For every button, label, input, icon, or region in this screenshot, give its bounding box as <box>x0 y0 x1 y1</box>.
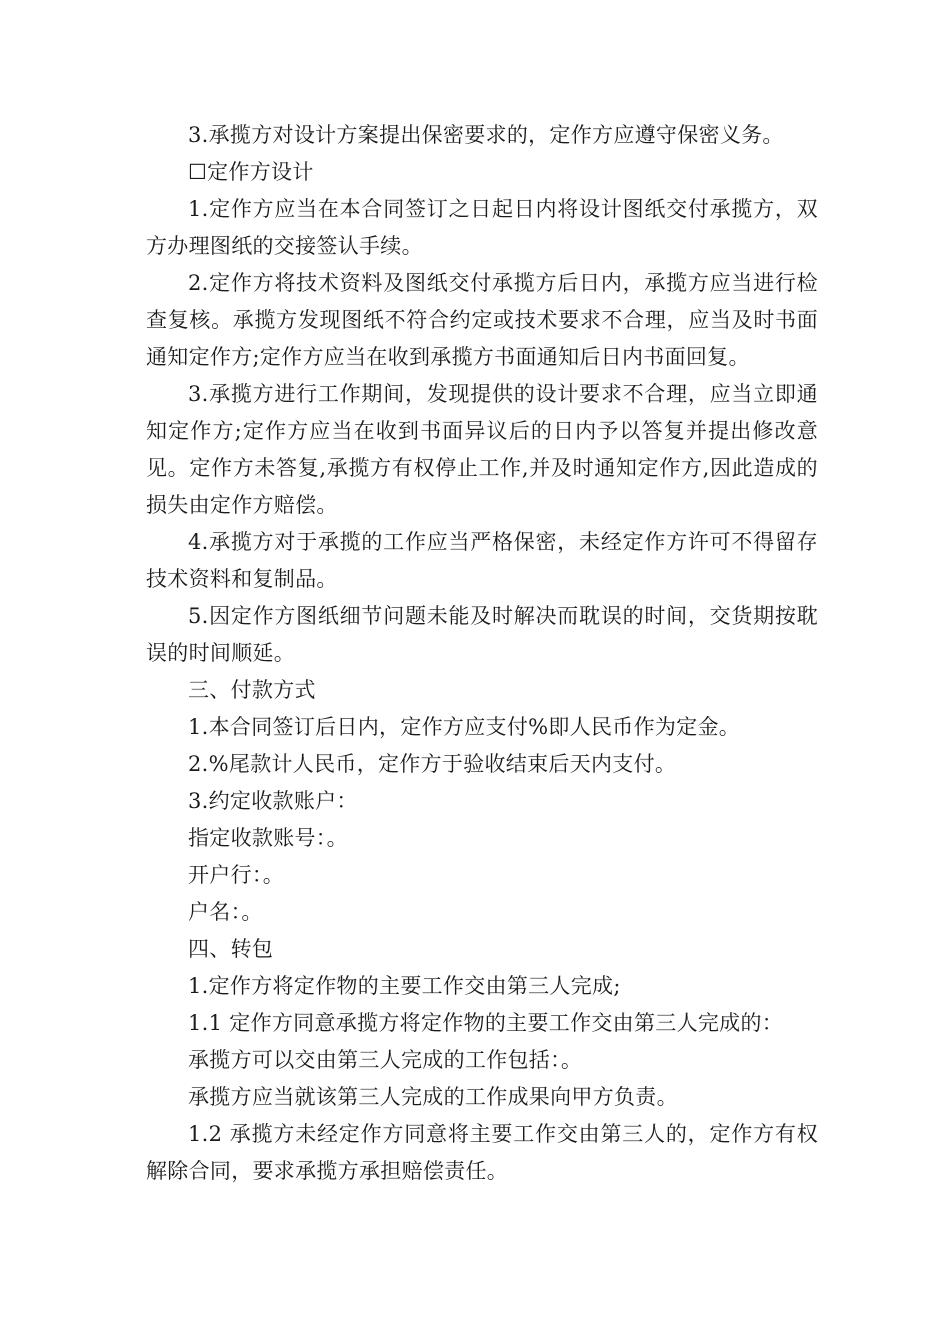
field-account-number: 指定收款账号：。 <box>188 826 348 850</box>
clause-deposit: 1.本合同签订后日内，定作方应支付%即人民币作为定金。 <box>188 715 741 739</box>
section-subcontract: 四、转包 <box>188 937 274 961</box>
clause-responsibility: 承揽方应当就该第三人完成的工作成果向甲方负责。 <box>188 1085 678 1109</box>
clause-review-check: 2.定作方将技术资料及图纸交付承揽方后日内，承揽方应当进行检查复核。承揽方发现图纸不符合约定或技术要求不合理，应当及时书面通知定作方;定作方应当在收到承揽方书面通知后日内书面回复。 <box>146 271 818 369</box>
section-payment: 三、付款方式 <box>188 678 316 702</box>
clause-third-party: 1.定作方将定作物的主要工作交由第三人完成; <box>188 974 621 998</box>
document-body <box>146 117 818 1190</box>
clause-delay-extension: 5.因定作方图纸细节问题未能及时解决而耽误的时间，交货期按耽误的时间顺延。 <box>146 604 818 665</box>
clause-termination: 1.2 承揽方未经定作方同意将主要工作交由第三人的，定作方有权解除合同，要求承揽方承担赔偿责任。 <box>146 1122 818 1183</box>
clause-design-objection: 3.承揽方进行工作期间，发现提供的设计要求不合理，应当立即通知定作方;定作方应当在收到书面异议后的日内予以答复并提出修改意见。定作方未答复,承揽方有权停止工作,并及时通知定作方,因此造成的损失由定作方赔偿。 <box>146 382 818 517</box>
clause-scope: 承揽方可以交由第三人完成的工作包括：。 <box>188 1048 583 1072</box>
clause-secrecy: 4.承揽方对于承揽的工作应当严格保密，未经定作方许可不得留存技术资料和复制品。 <box>146 530 818 591</box>
clause-balance: 2.%尾款计人民币，定作方于验收结束后天内支付。 <box>188 752 677 776</box>
field-bank: 开户行：。 <box>188 863 284 887</box>
field-account-name: 户名：。 <box>188 900 263 924</box>
clause-consent: 1.1 定作方同意承揽方将定作物的主要工作交由第三人完成的： <box>188 1011 784 1035</box>
section-owner-design: ☐定作方设计 <box>188 160 314 184</box>
clause-confidentiality: 3.承揽方对设计方案提出保密要求的，定作方应遵守保密义务。 <box>188 123 784 147</box>
clause-account: 3.约定收款账户： <box>188 789 358 813</box>
clause-design-delivery: 1.定作方应当在本合同签订之日起日内将设计图纸交付承揽方，双方办理图纸的交接签认手续。 <box>146 197 818 258</box>
